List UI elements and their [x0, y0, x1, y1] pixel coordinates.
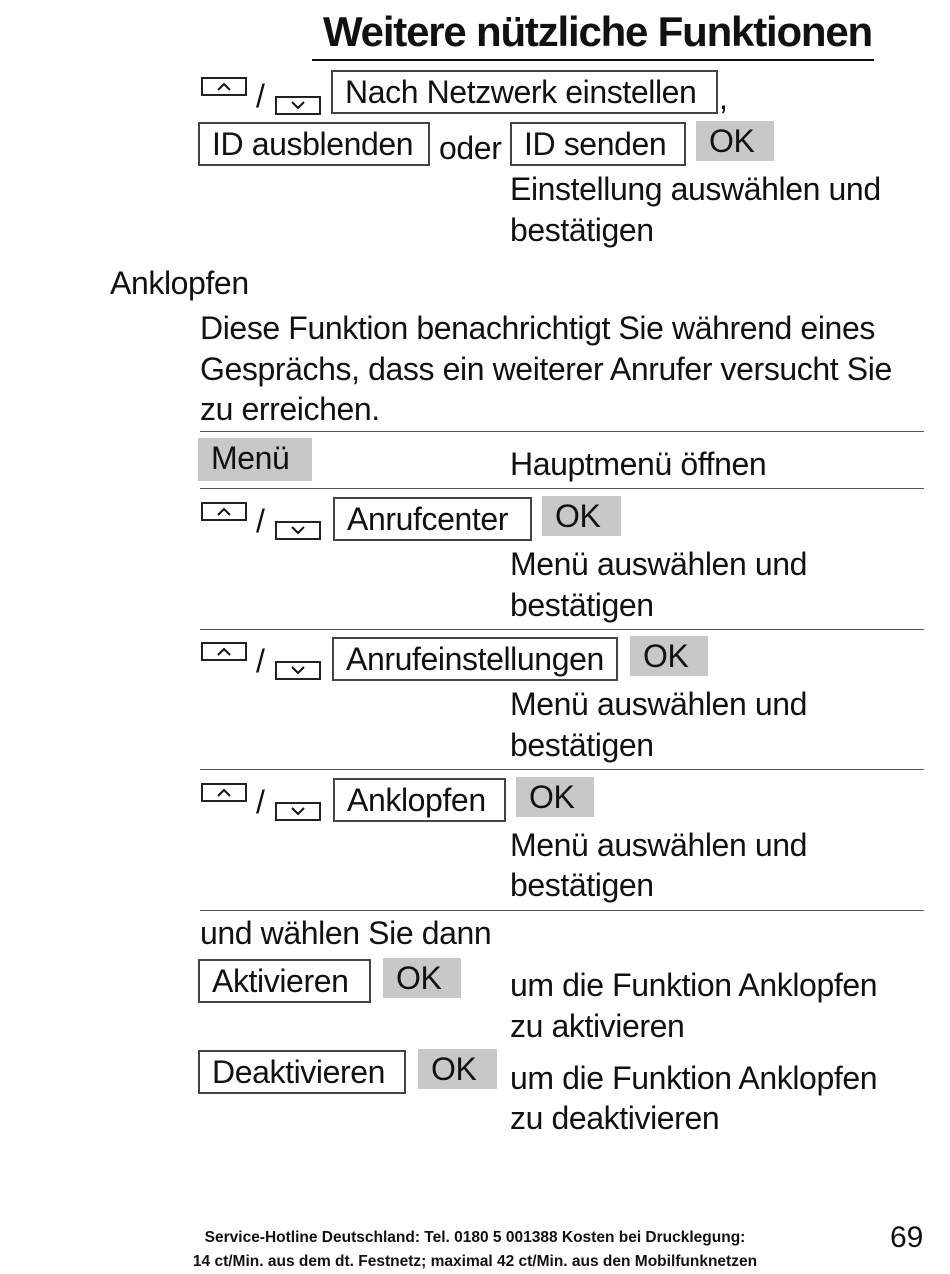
option-aktivieren: Aktivieren	[198, 959, 371, 1003]
up-arrow-key-icon	[201, 642, 247, 661]
intro-text: Diese Funktion benachrichtigt Sie während eines	[200, 310, 875, 346]
page-title: Weitere nützliche Funktionen	[322, 8, 872, 55]
option-id-ausblenden: ID ausblenden	[198, 122, 430, 166]
footer-line: Service-Hotline Deutschland: Tel. 0180 5 001388 Kosten bei Drucklegung:	[204, 1229, 746, 1246]
step-description: bestätigen	[510, 727, 654, 763]
step-description: zu deaktivieren	[510, 1100, 720, 1136]
slash-separator: /	[256, 643, 265, 679]
slash-separator: /	[256, 784, 265, 820]
slash-separator: /	[256, 503, 265, 539]
divider	[200, 431, 924, 432]
option-nach-netzwerk-einstellen: Nach Netzwerk einstellen	[331, 70, 718, 114]
intro-text: zu erreichen.	[200, 391, 380, 427]
step-description: Menü auswählen und	[510, 827, 808, 863]
footer-hotline	[150, 1226, 800, 1274]
step-description: um die Funktion Anklopfen	[510, 967, 878, 1003]
option-anklopfen: Anklopfen	[333, 778, 506, 822]
down-arrow-key-icon	[275, 661, 321, 680]
up-arrow-key-icon	[201, 783, 247, 802]
down-arrow-key-icon	[275, 96, 321, 115]
intro-text: Gesprächs, dass ein weiterer Anrufer versucht Sie	[200, 351, 892, 387]
divider	[200, 629, 924, 630]
option-id-senden: ID senden	[510, 122, 686, 166]
step-description: Hauptmenü öffnen	[510, 446, 767, 482]
ok-key: OK	[418, 1049, 497, 1089]
choose-text: und wählen Sie dann	[200, 915, 492, 951]
ok-key: OK	[383, 958, 461, 998]
footer-line: 14 ct/Min. aus dem dt. Festnetz; maximal 42 ct/Min. aus den Mobilfunknetzen	[192, 1253, 758, 1270]
up-arrow-key-icon	[201, 77, 247, 96]
section-heading: Anklopfen	[110, 265, 249, 301]
divider	[200, 769, 924, 770]
ok-key: OK	[516, 777, 594, 817]
up-arrow-key-icon	[201, 502, 247, 521]
divider	[200, 910, 924, 911]
down-arrow-key-icon	[275, 802, 321, 821]
ok-key: OK	[696, 121, 774, 161]
step-description: Menü auswählen und	[510, 686, 808, 722]
page-number: 69	[890, 1221, 924, 1254]
step-description: bestätigen	[510, 212, 654, 248]
down-arrow-key-icon	[275, 521, 321, 540]
ok-key: OK	[542, 496, 621, 536]
step-description: zu aktivieren	[510, 1008, 685, 1044]
step-description: bestätigen	[510, 587, 654, 623]
step-description: Einstellung auswählen und	[510, 171, 881, 207]
slash-separator: /	[256, 78, 265, 114]
title-underline	[312, 59, 874, 61]
comma: ,	[719, 80, 728, 116]
option-anrufeinstellungen: Anrufeinstellungen	[332, 637, 618, 681]
step-description: bestätigen	[510, 867, 654, 903]
menu-key: Menü	[198, 438, 312, 481]
step-description: Menü auswählen und	[510, 546, 808, 582]
ok-key: OK	[630, 636, 708, 676]
divider	[200, 488, 924, 489]
option-anrufcenter: Anrufcenter	[333, 497, 532, 541]
oder-text: oder	[439, 130, 502, 166]
step-description: um die Funktion Anklopfen	[510, 1060, 878, 1096]
option-deaktivieren: Deaktivieren	[198, 1050, 406, 1094]
